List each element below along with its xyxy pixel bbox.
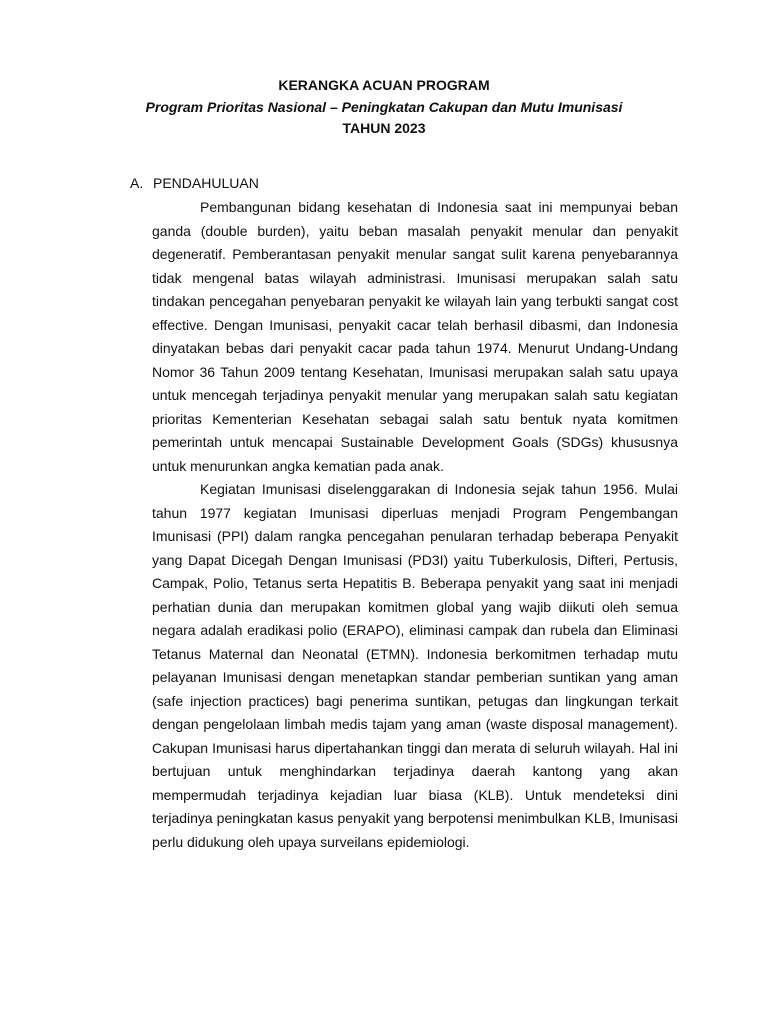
document-title: KERANGKA ACUAN PROGRAM bbox=[278, 77, 490, 93]
document-header bbox=[0, 75, 768, 140]
section-letter: A. bbox=[130, 175, 144, 191]
paragraph: Kegiatan Imunisasi diselenggarakan di Indonesia sejak tahun 1956. Mulai tahun 1977 kegiatan Imunisasi diperluas menjadi Program Pengembangan Imunisasi (PPI) dalam rangka pencegahan penularan terhadap beberapa Penyakit yang Dapat Dicegah Dengan Imunisasi (PD3I) yaitu Tuberkulosis, Difteri, Pertusis, Campak, Polio, Tetanus serta Hepatitis B. Beberapa penyakit yang saat ini menjadi perhatian dunia dan merupakan komitmen global yang wajib diikuti oleh semua negara adalah eradikasi polio (ERAPO), eliminasi campak dan rubela dan Eliminasi Tetanus Maternal dan Neonatal (ETMN). Indonesia berkomitmen terhadap mutu pelayanan Imunisasi dengan menetapkan standar pemberian suntikan yang aman (safe injection practices) bagi penerima suntikan, petugas dan lingkungan terkait dengan pengelolaan limbah medis tajam yang aman (waste disposal management). Cakupan Imunisasi harus dipertahankan tinggi dan merata di seluruh wilayah. Hal ini bertujuan untuk menghindarkan terjadinya daerah kantong yang akan mempermudah terjadinya kejadian luar biasa (KLB). Untuk mendeteksi dini terjadinya peningkatan kasus penyakit yang berpotensi menimbulkan KLB, Imunisasi perlu didukung oleh upaya surveilans epidemiologi. bbox=[152, 481, 678, 850]
program-name: Program Prioritas Nasional – Peningkatan Cakupan dan Mutu Imunisasi bbox=[145, 98, 623, 115]
section-title: PENDAHULUAN bbox=[153, 175, 259, 191]
paragraph: Pembangunan bidang kesehatan di Indonesia saat ini mempunyai beban ganda (double burden), yaitu beban masalah penyakit menular dan penyakit degeneratif. Pemberantasan penyakit menular sangat sulit karena penyebarannya tidak mengenal batas wilayah administrasi. Imunisasi merupakan salah satu tindakan pencegahan penyebaran penyakit ke wilayah lain yang terbukti sangat cost effective. Dengan Imunisasi, penyakit cacar telah berhasil dibasmi, dan Indonesia dinyatakan bebas dari penyakit cacar pada tahun 1974. Menurut Undang-Undang Nomor 36 Tahun 2009 tentang Kesehatan, Imunisasi merupakan salah satu upaya untuk mencegah terjadinya penyakit menular yang merupakan salah satu kegiatan prioritas Kementerian Kesehatan sebagai salah satu bentuk nyata komitmen pemerintah untuk mencapai Sustainable Development Goals (SDGs) khususnya untuk menurunkan angka kematian pada anak. bbox=[152, 199, 678, 474]
section-heading bbox=[130, 173, 259, 193]
section-body bbox=[152, 196, 678, 854]
document-year: TAHUN 2023 bbox=[342, 120, 426, 136]
